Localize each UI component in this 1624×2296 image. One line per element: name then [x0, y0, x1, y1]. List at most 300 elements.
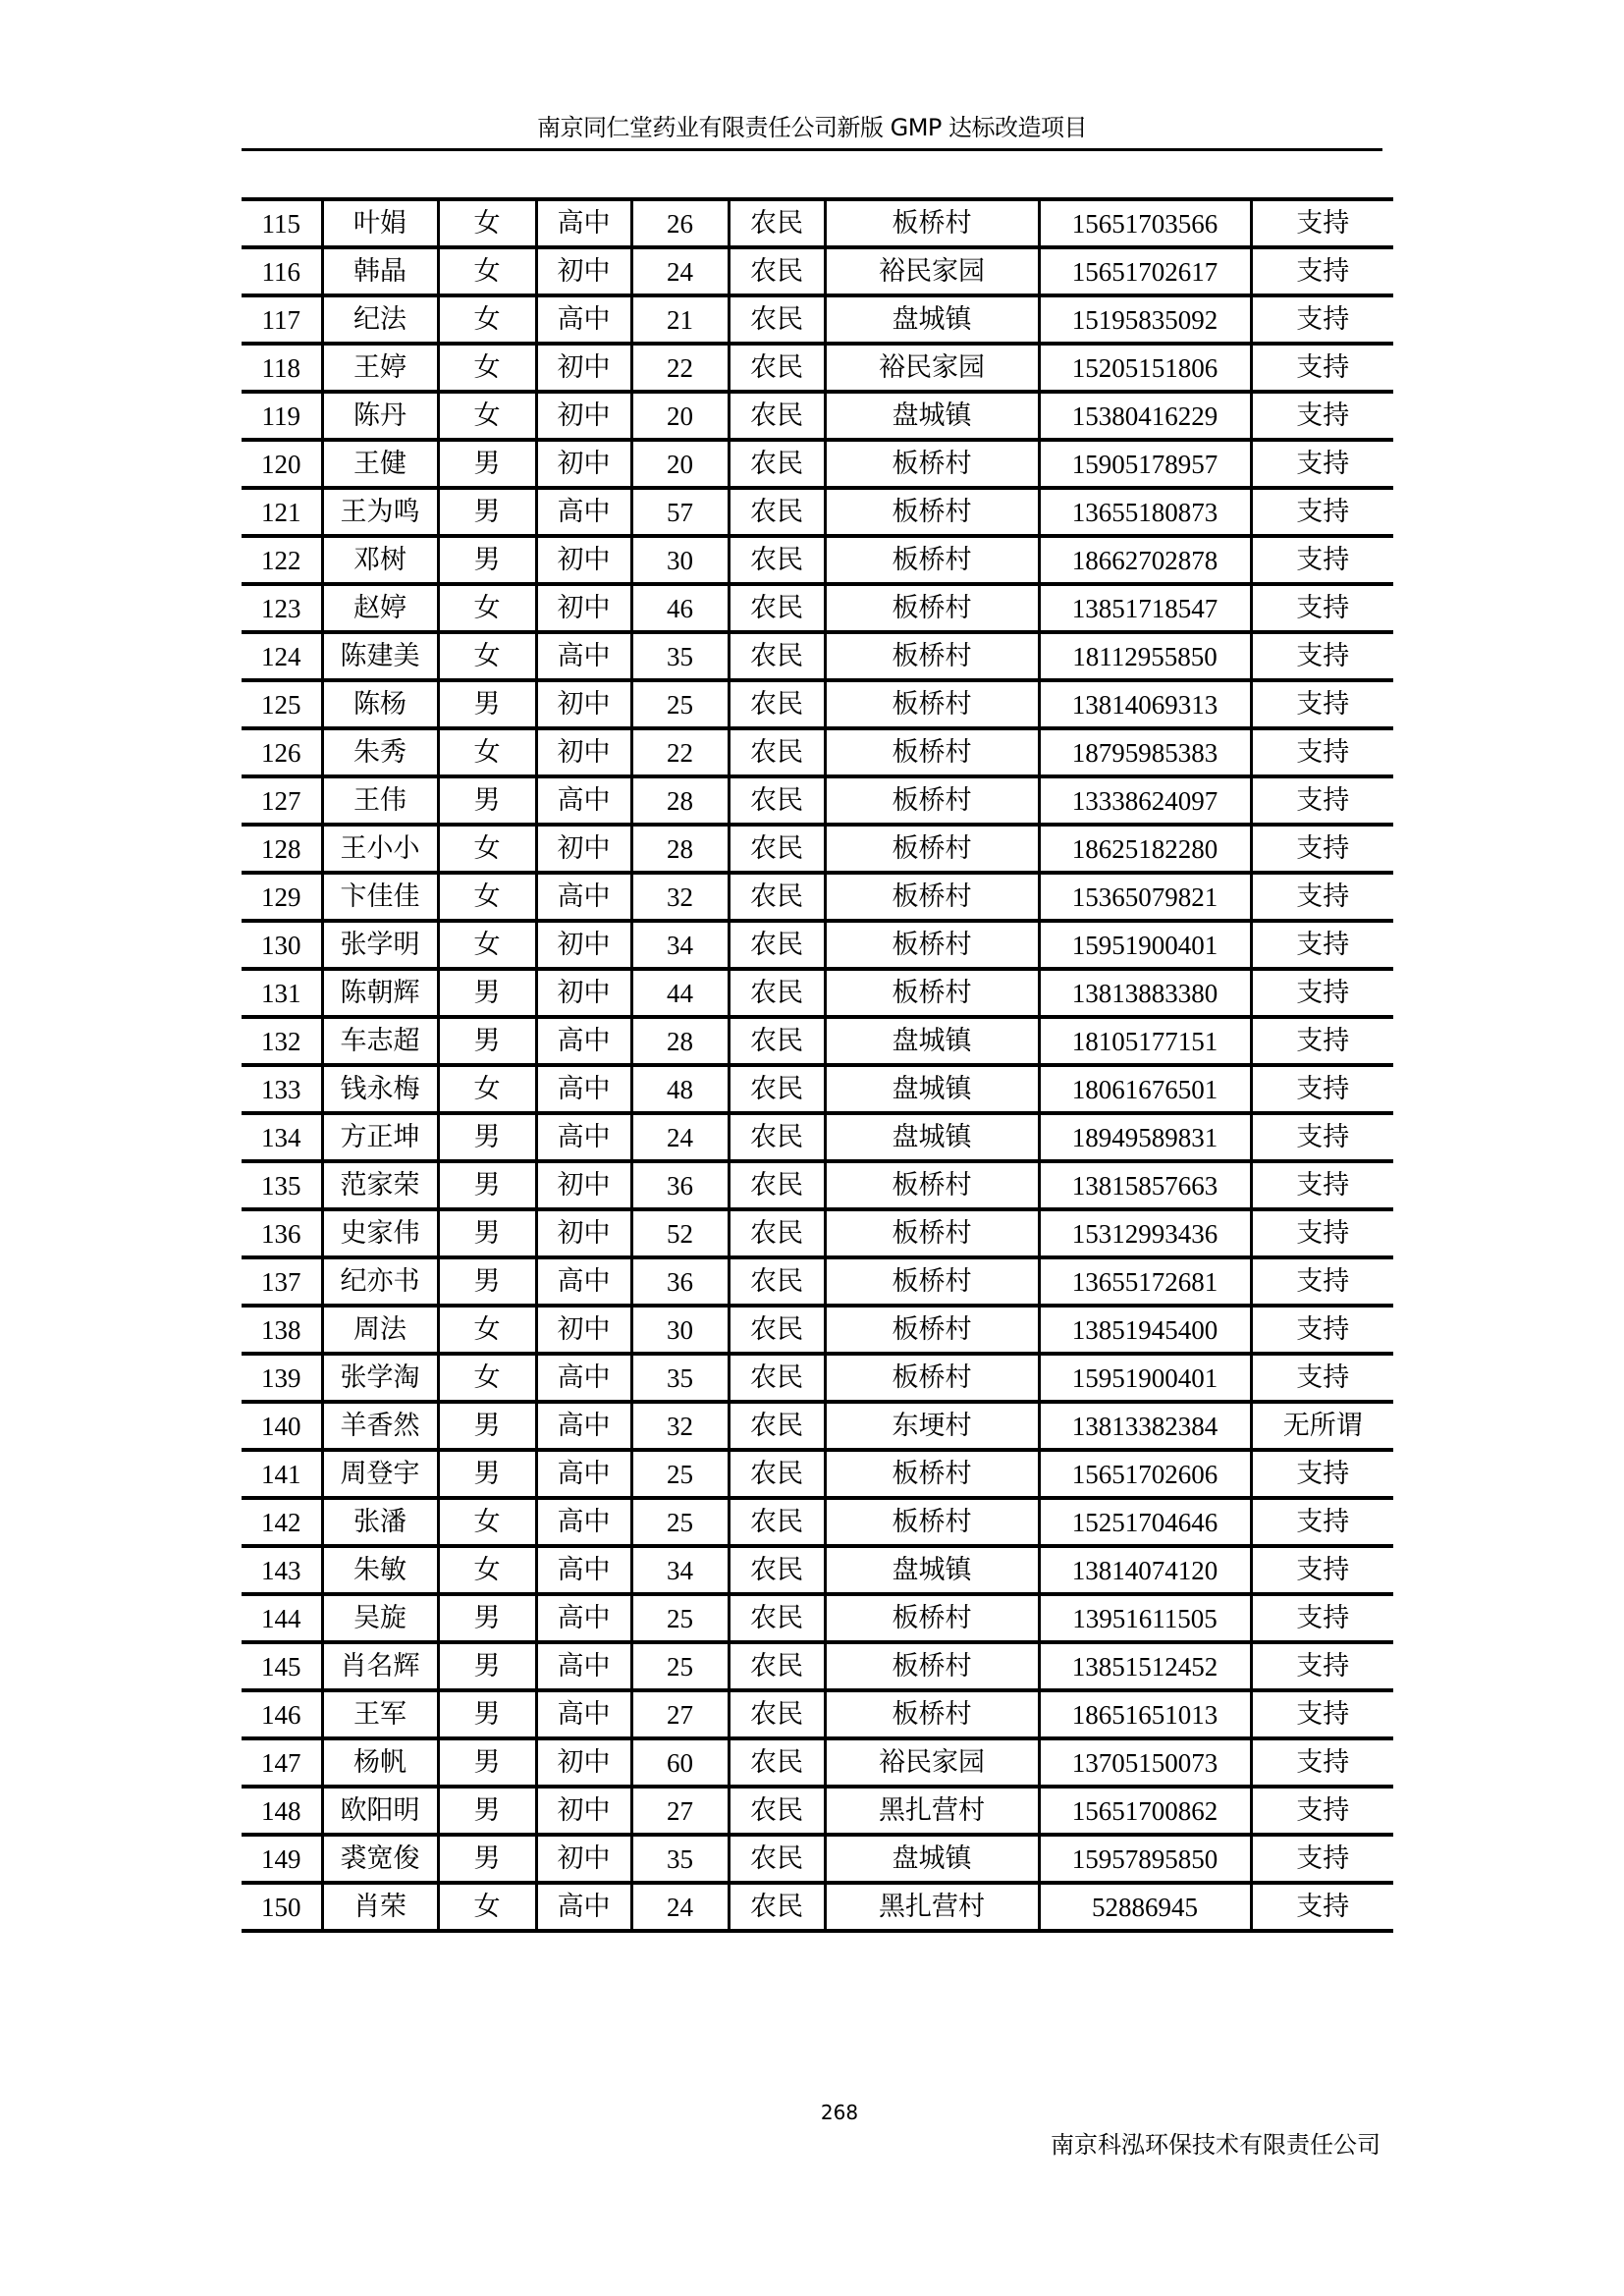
cell-age: 21 [631, 295, 729, 344]
cell-name: 陈杨 [322, 680, 438, 728]
cell-attitude: 支持 [1251, 1209, 1393, 1257]
cell-name: 肖名辉 [322, 1642, 438, 1690]
cell-phone: 13851512452 [1039, 1642, 1251, 1690]
cell-address: 板桥村 [825, 1450, 1039, 1498]
cell-gender: 女 [438, 1354, 536, 1402]
cell-address: 裕民家园 [825, 1738, 1039, 1787]
cell-row-number: 115 [261, 208, 300, 239]
table-row [242, 969, 1393, 1017]
cell-name: 纪亦书 [322, 1257, 438, 1306]
cell-row-number: 149 [242, 1835, 322, 1883]
cell-row-number: 125 [242, 680, 322, 728]
cell-attitude: 支持 [1251, 1498, 1393, 1546]
cell-attitude: 支持 [1251, 1354, 1393, 1402]
cell-gender: 男 [438, 536, 536, 584]
cell-row-number: 121 [242, 488, 322, 536]
cell-name: 方正坤 [322, 1113, 438, 1161]
cell-gender: 女 [438, 199, 536, 247]
cell-row-number: 134 [242, 1113, 322, 1161]
cell-name: 王伟 [322, 776, 438, 825]
cell-address: 盘城镇 [825, 1546, 1039, 1594]
cell-row-number: 139 [242, 1354, 322, 1402]
cell-occupation: 农民 [729, 969, 825, 1017]
table-row [242, 1209, 1393, 1257]
cell-phone: 13655180873 [1039, 488, 1251, 536]
cell-phone: 13814074120 [1039, 1546, 1251, 1594]
cell-age: 24 [631, 1883, 729, 1931]
cell-phone: 18061676501 [1039, 1065, 1251, 1113]
cell-attitude: 支持 [1251, 873, 1393, 921]
cell-phone: 15651702606 [1039, 1450, 1251, 1498]
cell-row-number: 127 [242, 776, 322, 825]
cell-row-number: 119 [242, 392, 322, 440]
cell-occupation: 农民 [729, 825, 825, 873]
cell-row-number: 130 [242, 921, 322, 969]
table-row [242, 1017, 1393, 1065]
cell-address: 板桥村 [825, 632, 1039, 680]
cell-age: 20 [631, 440, 729, 488]
table-row [242, 536, 1393, 584]
table-row [242, 1738, 1393, 1787]
cell-gender: 男 [438, 440, 536, 488]
cell-phone: 15380416229 [1039, 392, 1251, 440]
cell-education: 高中 [536, 1257, 631, 1306]
table-row [242, 1883, 1393, 1931]
cell-gender: 女 [438, 584, 536, 632]
cell-name: 朱秀 [322, 728, 438, 776]
cell-address: 板桥村 [825, 488, 1039, 536]
cell-gender: 女 [438, 825, 536, 873]
cell-occupation: 农民 [729, 1402, 825, 1450]
cell-attitude: 支持 [1251, 776, 1393, 825]
cell-occupation: 农民 [729, 488, 825, 536]
cell-gender: 女 [438, 1546, 536, 1594]
cell-attitude: 支持 [1251, 584, 1393, 632]
table-row [242, 1354, 1393, 1402]
page-number: 268 [820, 2101, 859, 2124]
cell-age: 34 [631, 1546, 729, 1594]
cell-address: 板桥村 [825, 1161, 1039, 1209]
cell-address: 裕民家园 [825, 344, 1039, 392]
cell-name: 裘宽俊 [322, 1835, 438, 1883]
cell-education: 高中 [536, 1113, 631, 1161]
cell-name: 欧阳明 [322, 1787, 438, 1835]
cell-name: 韩晶 [322, 247, 438, 295]
table-row [242, 1787, 1393, 1835]
cell-age: 25 [631, 1642, 729, 1690]
cell-age: 48 [631, 1065, 729, 1113]
cell-name: 陈丹 [322, 392, 438, 440]
cell-name: 王小小 [322, 825, 438, 873]
cell-phone: 18949589831 [1039, 1113, 1251, 1161]
cell-occupation: 农民 [729, 728, 825, 776]
table-row [242, 1257, 1393, 1306]
cell-occupation: 农民 [729, 1642, 825, 1690]
cell-attitude: 支持 [1251, 1883, 1393, 1931]
cell-row-number: 137 [242, 1257, 322, 1306]
cell-attitude: 支持 [1251, 247, 1393, 295]
cell-age: 24 [631, 1113, 729, 1161]
cell-row-number: 126 [242, 728, 322, 776]
cell-phone: 15651700862 [1039, 1787, 1251, 1835]
cell-occupation: 农民 [729, 1354, 825, 1402]
cell-age: 24 [631, 247, 729, 295]
cell-name: 纪法 [322, 295, 438, 344]
cell-age: 27 [631, 1690, 729, 1738]
cell-age: 20 [631, 392, 729, 440]
cell-education: 初中 [536, 1209, 631, 1257]
cell-attitude: 支持 [1251, 1257, 1393, 1306]
cell-row-number: 142 [242, 1498, 322, 1546]
cell-education: 高中 [536, 488, 631, 536]
cell-phone: 13851718547 [1039, 584, 1251, 632]
cell-attitude: 支持 [1251, 969, 1393, 1017]
table-row [242, 488, 1393, 536]
cell-name: 陈朝辉 [322, 969, 438, 1017]
cell-occupation: 农民 [729, 632, 825, 680]
cell-row-number: 138 [242, 1306, 322, 1354]
cell-education: 初中 [536, 1161, 631, 1209]
cell-occupation: 农民 [729, 1690, 825, 1738]
cell-row-number: 135 [242, 1161, 322, 1209]
survey-table-body [242, 199, 1393, 1931]
cell-age: 25 [631, 1498, 729, 1546]
cell-row-number: 148 [242, 1787, 322, 1835]
cell-occupation: 农民 [729, 392, 825, 440]
cell-occupation: 农民 [729, 1787, 825, 1835]
cell-attitude: 支持 [1251, 344, 1393, 392]
cell-phone: 13851945400 [1039, 1306, 1251, 1354]
cell-phone: 13655172681 [1039, 1257, 1251, 1306]
cell-address: 板桥村 [825, 1594, 1039, 1642]
cell-education: 初中 [536, 247, 631, 295]
table-row [242, 344, 1393, 392]
cell-phone: 13814069313 [1039, 680, 1251, 728]
cell-address: 黑扎营村 [825, 1883, 1039, 1931]
cell-education: 初中 [536, 825, 631, 873]
cell-row-number: 140 [242, 1402, 322, 1450]
table-row [242, 1642, 1393, 1690]
cell-education: 初中 [536, 728, 631, 776]
cell-age: 30 [631, 1306, 729, 1354]
cell-phone: 13813382384 [1039, 1402, 1251, 1450]
cell-phone: 15312993436 [1039, 1209, 1251, 1257]
cell-row-number: 145 [242, 1642, 322, 1690]
cell-row-number: 122 [242, 536, 322, 584]
cell-address: 盘城镇 [825, 1835, 1039, 1883]
cell-education: 初中 [536, 440, 631, 488]
document-header-title: 南京同仁堂药业有限责任公司新版 GMP 达标改造项目 [536, 114, 1088, 141]
cell-age: 25 [631, 1594, 729, 1642]
cell-address: 板桥村 [825, 536, 1039, 584]
cell-name: 吴旋 [322, 1594, 438, 1642]
cell-occupation: 农民 [729, 1498, 825, 1546]
cell-occupation: 农民 [729, 1450, 825, 1498]
cell-education: 高中 [536, 1450, 631, 1498]
cell-age: 35 [631, 1835, 729, 1883]
cell-name: 钱永梅 [322, 1065, 438, 1113]
cell-age: 60 [631, 1738, 729, 1787]
cell-gender: 男 [438, 1738, 536, 1787]
cell-age: 32 [631, 873, 729, 921]
cell-gender: 男 [438, 1113, 536, 1161]
cell-education: 高中 [536, 1402, 631, 1450]
cell-phone: 13813883380 [1039, 969, 1251, 1017]
cell-age: 22 [631, 344, 729, 392]
cell-age: 44 [631, 969, 729, 1017]
table-row [242, 584, 1393, 632]
cell-name: 王军 [322, 1690, 438, 1738]
cell-phone: 15651702617 [1039, 247, 1251, 295]
cell-attitude: 支持 [1251, 632, 1393, 680]
cell-phone: 15951900401 [1039, 921, 1251, 969]
cell-attitude: 支持 [1251, 1642, 1393, 1690]
cell-address: 板桥村 [825, 1690, 1039, 1738]
cell-phone: 18662702878 [1039, 536, 1251, 584]
cell-occupation: 农民 [729, 584, 825, 632]
cell-occupation: 农民 [729, 1209, 825, 1257]
cell-age: 35 [631, 632, 729, 680]
cell-name: 车志超 [322, 1017, 438, 1065]
cell-education: 高中 [536, 1354, 631, 1402]
cell-gender: 男 [438, 1690, 536, 1738]
cell-occupation: 农民 [729, 1546, 825, 1594]
cell-address: 板桥村 [825, 969, 1039, 1017]
cell-attitude: 支持 [1251, 921, 1393, 969]
cell-education: 初中 [536, 1787, 631, 1835]
cell-row-number: 147 [242, 1738, 322, 1787]
cell-age: 25 [631, 1450, 729, 1498]
table-row [242, 1306, 1393, 1354]
cell-education: 高中 [536, 632, 631, 680]
cell-address: 板桥村 [825, 680, 1039, 728]
cell-phone: 13815857663 [1039, 1161, 1251, 1209]
cell-education: 高中 [536, 295, 631, 344]
cell-phone: 15957895850 [1039, 1835, 1251, 1883]
cell-education: 高中 [536, 1642, 631, 1690]
cell-address: 板桥村 [825, 1306, 1039, 1354]
cell-gender: 男 [438, 776, 536, 825]
cell-attitude: 支持 [1251, 440, 1393, 488]
cell-address: 板桥村 [825, 776, 1039, 825]
page-number-wrapper [0, 2101, 1624, 2124]
cell-education: 初中 [536, 680, 631, 728]
table-row [242, 1835, 1393, 1883]
cell-gender: 男 [438, 1017, 536, 1065]
cell-address: 板桥村 [825, 584, 1039, 632]
cell-occupation: 农民 [729, 921, 825, 969]
cell-gender: 女 [438, 632, 536, 680]
table-row [242, 1690, 1393, 1738]
cell-name: 周法 [322, 1306, 438, 1354]
table-row [242, 1065, 1393, 1113]
cell-gender: 女 [438, 1498, 536, 1546]
cell-name: 张学明 [322, 921, 438, 969]
cell-gender: 男 [438, 680, 536, 728]
cell-education: 初中 [536, 536, 631, 584]
cell-attitude: 支持 [1251, 1546, 1393, 1594]
cell-name: 卞佳佳 [322, 873, 438, 921]
cell-education: 初中 [536, 1306, 631, 1354]
cell-education: 初中 [536, 344, 631, 392]
cell-attitude: 支持 [1251, 1306, 1393, 1354]
cell-address: 裕民家园 [825, 247, 1039, 295]
cell-row-number: 131 [242, 969, 322, 1017]
cell-address: 盘城镇 [825, 1113, 1039, 1161]
cell-phone: 15205151806 [1039, 344, 1251, 392]
table-row [242, 1161, 1393, 1209]
cell-address: 板桥村 [825, 1209, 1039, 1257]
table-row [242, 680, 1393, 728]
cell-education: 初中 [536, 969, 631, 1017]
table-row [242, 1594, 1393, 1642]
cell-attitude: 支持 [1251, 825, 1393, 873]
cell-gender: 女 [438, 1065, 536, 1113]
cell-attitude: 支持 [1251, 728, 1393, 776]
cell-row-number: 144 [242, 1594, 322, 1642]
table-row [242, 247, 1393, 295]
cell-gender: 男 [438, 1161, 536, 1209]
cell-occupation: 农民 [729, 1257, 825, 1306]
cell-education: 高中 [536, 1690, 631, 1738]
cell-row-number: 116 [242, 247, 322, 295]
cell-occupation: 农民 [729, 199, 825, 247]
cell-row-number: 132 [242, 1017, 322, 1065]
cell-row-number: 129 [242, 873, 322, 921]
table-row [242, 1450, 1393, 1498]
cell-row-number: 128 [242, 825, 322, 873]
cell-education: 初中 [536, 1835, 631, 1883]
cell-occupation: 农民 [729, 1161, 825, 1209]
cell-row-number: 133 [242, 1065, 322, 1113]
cell-row-number: 123 [242, 584, 322, 632]
cell-occupation: 农民 [729, 1835, 825, 1883]
cell-phone: 15365079821 [1039, 873, 1251, 921]
cell-gender: 女 [438, 921, 536, 969]
cell-phone: 15951900401 [1039, 1354, 1251, 1402]
cell-phone: 13951611505 [1039, 1594, 1251, 1642]
cell-age: 34 [631, 921, 729, 969]
table-row [242, 1546, 1393, 1594]
table-row [242, 825, 1393, 873]
cell-attitude: 支持 [1251, 1450, 1393, 1498]
cell-age: 28 [631, 825, 729, 873]
cell-name: 王为鸣 [322, 488, 438, 536]
cell-address: 盘城镇 [825, 1065, 1039, 1113]
cell-row-number: 124 [242, 632, 322, 680]
cell-name: 范家荣 [322, 1161, 438, 1209]
cell-age: 35 [631, 1354, 729, 1402]
cell-name: 张潘 [322, 1498, 438, 1546]
table-row [242, 440, 1393, 488]
cell-address: 东埂村 [825, 1402, 1039, 1450]
cell-age: 36 [631, 1257, 729, 1306]
cell-attitude: 支持 [1251, 1161, 1393, 1209]
cell-gender: 女 [438, 1306, 536, 1354]
cell-name: 赵婷 [322, 584, 438, 632]
cell-occupation: 农民 [729, 776, 825, 825]
cell-gender: 男 [438, 1450, 536, 1498]
cell-row-number: 136 [242, 1209, 322, 1257]
cell-phone: 15651703566 [1039, 199, 1251, 247]
cell-row-number: 120 [242, 440, 322, 488]
cell-gender: 女 [438, 344, 536, 392]
cell-phone: 18795985383 [1039, 728, 1251, 776]
cell-name: 叶娟 [322, 199, 438, 247]
cell-occupation: 农民 [729, 1065, 825, 1113]
cell-occupation: 农民 [729, 344, 825, 392]
cell-phone: 13338624097 [1039, 776, 1251, 825]
cell-address: 板桥村 [825, 1642, 1039, 1690]
cell-age: 27 [631, 1787, 729, 1835]
table-row [242, 1113, 1393, 1161]
cell-gender: 男 [438, 1642, 536, 1690]
cell-education: 高中 [536, 1546, 631, 1594]
cell-education: 高中 [536, 873, 631, 921]
cell-attitude: 支持 [1251, 1738, 1393, 1787]
cell-name: 王健 [322, 440, 438, 488]
cell-attitude: 支持 [1251, 488, 1393, 536]
cell-attitude: 支持 [1251, 1690, 1393, 1738]
cell-education: 高中 [536, 199, 631, 247]
cell-address: 黑扎营村 [825, 1787, 1039, 1835]
cell-address: 板桥村 [825, 1498, 1039, 1546]
table-row [242, 1402, 1393, 1450]
cell-phone: 18625182280 [1039, 825, 1251, 873]
cell-attitude: 支持 [1251, 392, 1393, 440]
cell-row-number: 117 [242, 295, 322, 344]
cell-name: 陈建美 [322, 632, 438, 680]
cell-attitude: 支持 [1251, 199, 1393, 247]
cell-name: 朱敏 [322, 1546, 438, 1594]
cell-age: 46 [631, 584, 729, 632]
cell-row-number: 141 [242, 1450, 322, 1498]
cell-age: 36 [631, 1161, 729, 1209]
cell-gender: 男 [438, 488, 536, 536]
table-row [242, 199, 1393, 247]
cell-age: 30 [631, 536, 729, 584]
cell-occupation: 农民 [729, 1306, 825, 1354]
cell-attitude: 支持 [1251, 1835, 1393, 1883]
cell-education: 高中 [536, 1594, 631, 1642]
cell-address: 板桥村 [825, 873, 1039, 921]
cell-education: 高中 [536, 776, 631, 825]
table-row [242, 1498, 1393, 1546]
cell-occupation: 农民 [729, 1017, 825, 1065]
cell-attitude: 支持 [1251, 1787, 1393, 1835]
cell-education: 初中 [536, 584, 631, 632]
cell-address: 板桥村 [825, 921, 1039, 969]
cell-occupation: 农民 [729, 873, 825, 921]
cell-gender: 男 [438, 1209, 536, 1257]
cell-phone: 15905178957 [1039, 440, 1251, 488]
cell-row-number: 150 [242, 1883, 322, 1931]
cell-attitude: 支持 [1251, 1065, 1393, 1113]
cell-name: 杨帆 [322, 1738, 438, 1787]
footer-company: 南京科泓环保技术有限责任公司 [1051, 2131, 1380, 2159]
cell-education: 初中 [536, 392, 631, 440]
cell-occupation: 农民 [729, 536, 825, 584]
cell-gender: 女 [438, 873, 536, 921]
cell-age: 26 [631, 199, 729, 247]
cell-name: 周登宇 [322, 1450, 438, 1498]
cell-phone: 52886945 [1039, 1883, 1251, 1931]
cell-gender: 男 [438, 1835, 536, 1883]
cell-age: 57 [631, 488, 729, 536]
cell-gender: 男 [438, 969, 536, 1017]
cell-name: 邓树 [322, 536, 438, 584]
table-row [242, 728, 1393, 776]
